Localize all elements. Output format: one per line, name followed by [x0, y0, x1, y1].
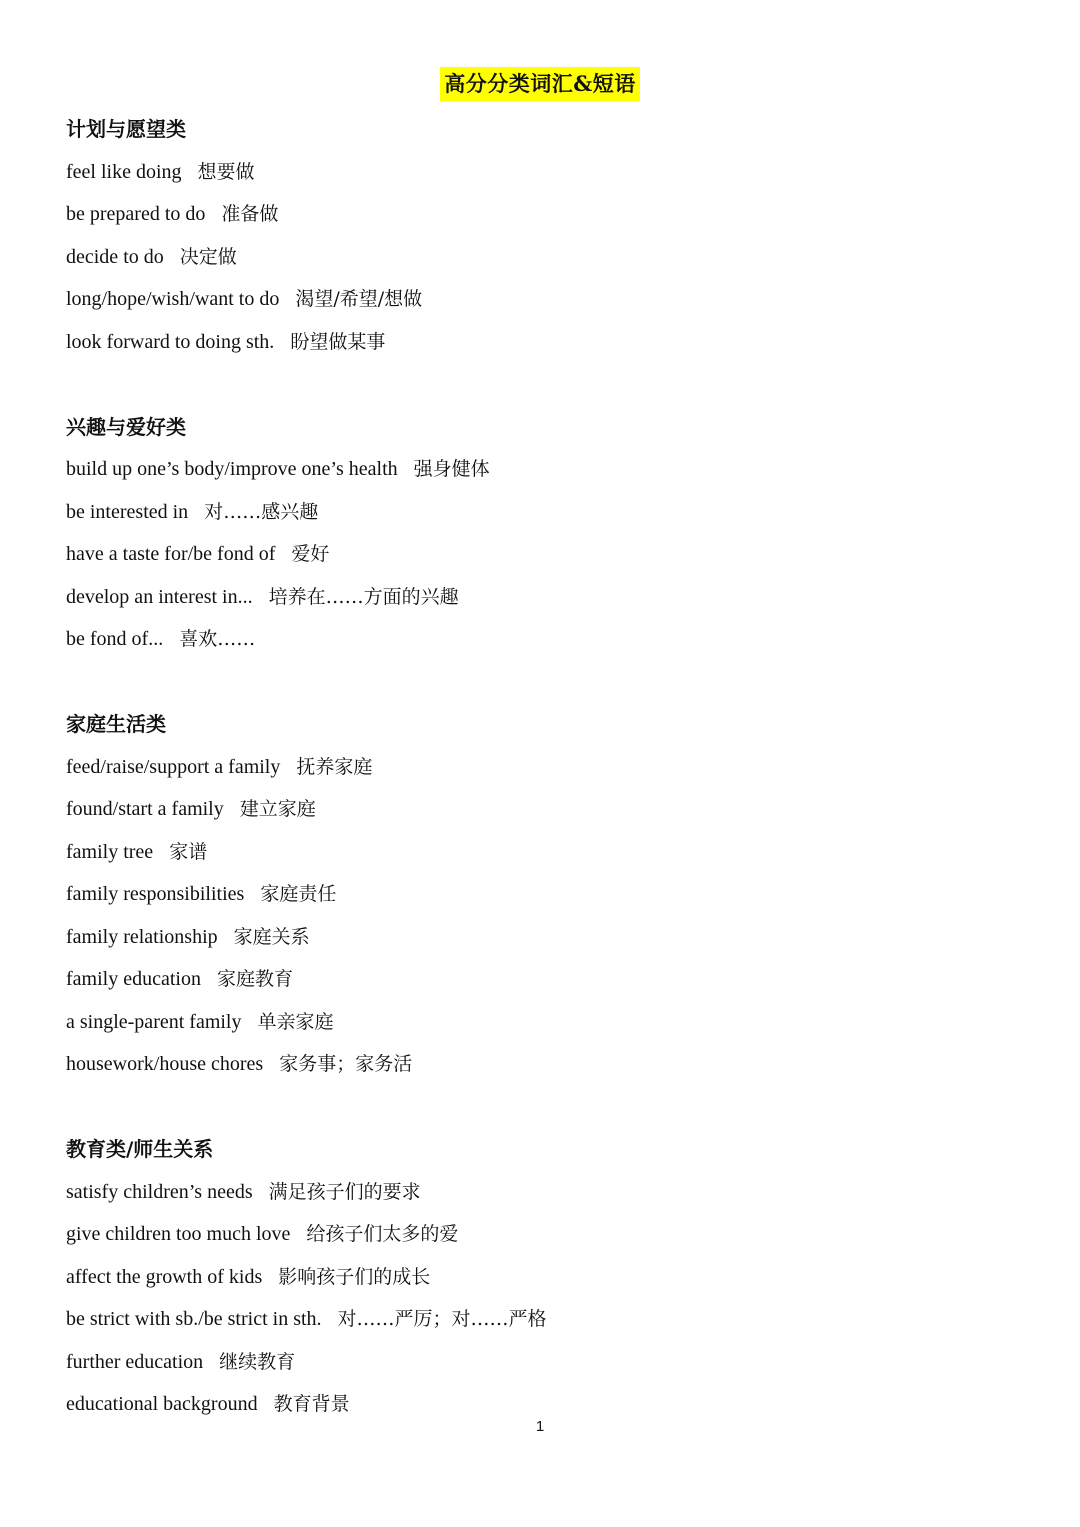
- phrase-english: found/start a family: [66, 798, 224, 820]
- list-item: [66, 321, 1026, 364]
- phrase-english: have a taste for/be fond of: [66, 543, 276, 565]
- list-item: [66, 236, 1026, 279]
- section-heading: 家庭生活类: [66, 712, 166, 736]
- phrase-english: feed/raise/support a family: [66, 755, 281, 778]
- phrase-english: decide to do: [66, 245, 164, 268]
- phrase-chinese: 想要做: [197, 160, 255, 183]
- section-heading: 计划与愿望类: [66, 117, 186, 141]
- phrase-english: feel like doing: [66, 160, 182, 183]
- phrase-english: family relationship: [66, 925, 218, 948]
- phrase-chinese: 家庭教育: [216, 968, 293, 990]
- list-item: [66, 576, 1026, 619]
- section-heading: 教育类/师生关系: [66, 1137, 214, 1161]
- list-item: [66, 746, 1026, 789]
- phrase-english: be prepared to do: [66, 203, 206, 225]
- phrase-chinese: 喜欢……: [179, 628, 256, 650]
- phrase-chinese: 渴望/希望/想做: [295, 288, 423, 310]
- title-container: [0, 67, 1080, 101]
- phrase-english: long/hope/wish/want to do: [66, 288, 280, 310]
- list-item: [66, 618, 1026, 661]
- phrase-chinese: 影响孩子们的成长: [278, 1265, 431, 1288]
- list-item: [66, 1341, 1026, 1384]
- section-spacer: [66, 661, 1026, 704]
- phrase-chinese: 教育背景: [273, 1393, 350, 1415]
- phrase-chinese: 对……严厉；对……严格: [337, 1308, 547, 1330]
- section-spacer: [66, 363, 1026, 406]
- phrase-english: be strict with sb./be strict in sth.: [66, 1308, 322, 1330]
- phrase-chinese: 决定做: [179, 245, 237, 268]
- list-item: [66, 448, 1026, 491]
- phrase-chinese: 家庭责任: [260, 883, 337, 905]
- phrase-chinese: 满足孩子们的要求: [268, 1180, 421, 1203]
- phrase-english: give children too much love: [66, 1223, 291, 1245]
- list-item: [66, 533, 1026, 576]
- page-title: 高分分类词汇&短语: [440, 67, 639, 101]
- phrase-chinese: 给孩子们太多的爱: [306, 1223, 459, 1245]
- phrase-english: further education: [66, 1350, 204, 1373]
- phrase-english: be fond of...: [66, 628, 164, 650]
- page-number: 1: [535, 1418, 545, 1435]
- section-interests-and-hobbies: [66, 406, 1026, 661]
- phrase-chinese: 对……感兴趣: [204, 500, 319, 523]
- phrase-chinese: 建立家庭: [239, 798, 316, 820]
- phrase-chinese: 爱好: [291, 543, 330, 565]
- list-item: [66, 788, 1026, 831]
- phrase-english: family responsibilities: [66, 883, 245, 905]
- list-item: [66, 278, 1026, 321]
- list-item: [66, 1171, 1026, 1214]
- phrase-english: affect the growth of kids: [66, 1265, 263, 1288]
- phrase-chinese: 培养在……方面的兴趣: [268, 585, 459, 608]
- phrase-english: look forward to doing sth.: [66, 330, 275, 353]
- list-item: [66, 1213, 1026, 1256]
- phrase-chinese: 抚养家庭: [296, 755, 373, 778]
- section-heading: 兴趣与爱好类: [66, 414, 186, 439]
- list-item: [66, 1001, 1026, 1044]
- phrase-chinese: 盼望做某事: [290, 330, 386, 353]
- phrase-english: be interested in: [66, 500, 189, 523]
- phrase-english: family tree: [66, 840, 154, 863]
- phrase-english: satisfy children’s needs: [66, 1180, 253, 1203]
- phrase-english: a single-parent family: [66, 1010, 242, 1033]
- list-item: [66, 831, 1026, 874]
- section-plans-and-wishes: [66, 108, 1026, 363]
- phrase-chinese: 单亲家庭: [257, 1010, 334, 1033]
- phrase-chinese: 强身健体: [413, 458, 490, 480]
- phrase-english: family education: [66, 968, 201, 990]
- phrase-english: housework/house chores: [66, 1053, 264, 1075]
- section-family-life: [66, 703, 1026, 1086]
- list-item: [66, 916, 1026, 959]
- phrase-english: build up one’s body/improve one’s health: [66, 458, 398, 480]
- list-item: [66, 1043, 1026, 1086]
- list-item: [66, 1256, 1026, 1299]
- phrase-chinese: 家务事；家务活: [279, 1053, 413, 1075]
- list-item: [66, 958, 1026, 1001]
- list-item: [66, 1298, 1026, 1341]
- list-item: [66, 491, 1026, 534]
- list-item: [66, 151, 1026, 194]
- phrase-english: develop an interest in...: [66, 585, 253, 608]
- list-item: [66, 193, 1026, 236]
- phrase-chinese: 准备做: [221, 203, 279, 225]
- vocabulary-list: [66, 108, 1026, 1426]
- section-spacer: [66, 1086, 1026, 1129]
- section-education: [66, 1128, 1026, 1426]
- phrase-chinese: 家庭关系: [233, 925, 310, 948]
- phrase-english: educational background: [66, 1393, 258, 1415]
- phrase-chinese: 家谱: [169, 840, 208, 863]
- phrase-chinese: 继续教育: [219, 1350, 296, 1373]
- list-item: [66, 873, 1026, 916]
